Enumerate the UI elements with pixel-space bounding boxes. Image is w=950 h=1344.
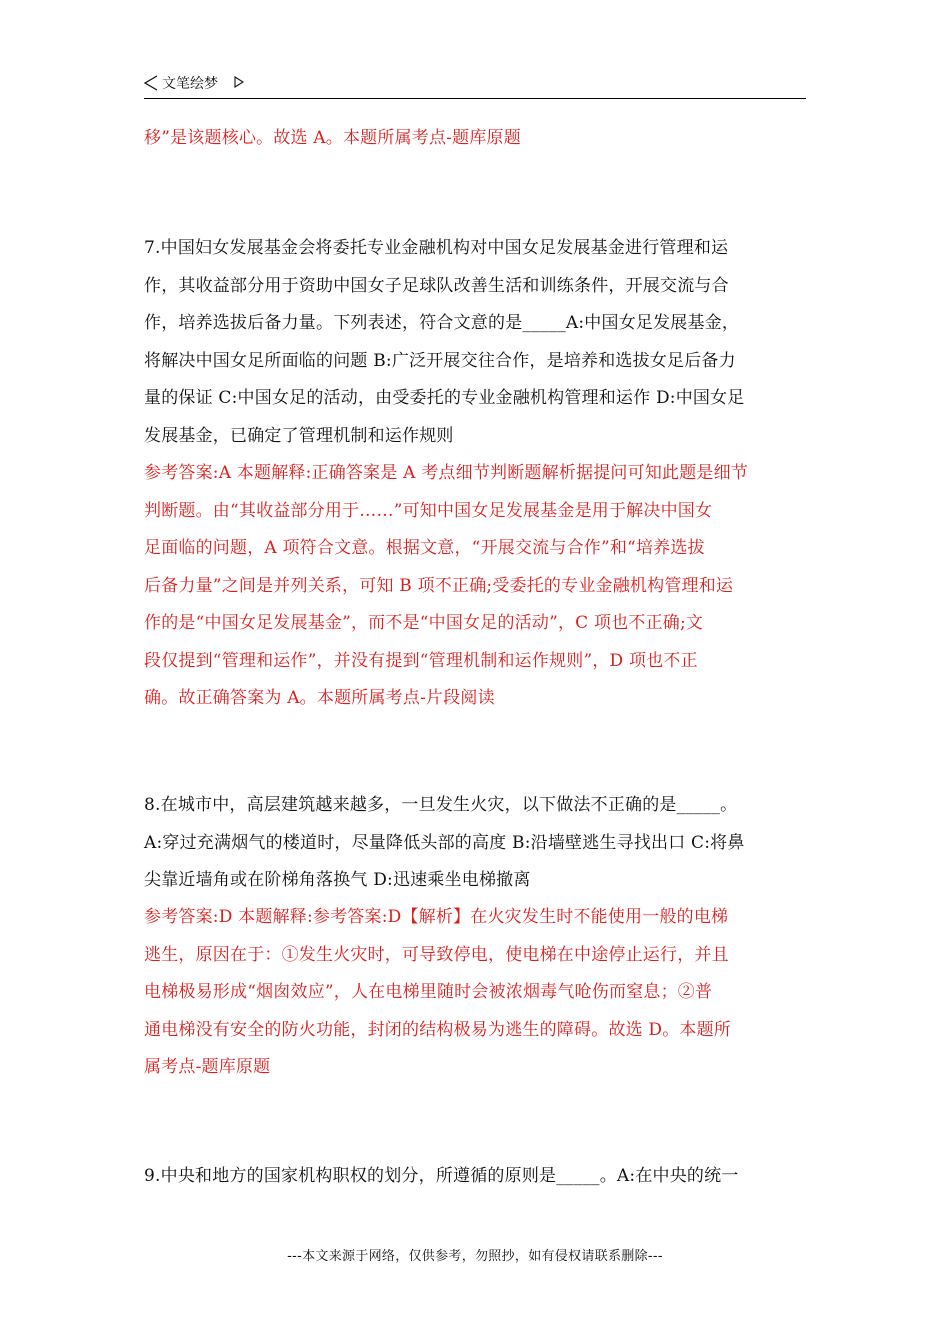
q8-line: A:穿过充满烟气的楼道时，尽量降低头部的高度 B:沿墙壁逃生寻找出口 C:将鼻 [144, 832, 745, 853]
a7-line: 判断题。由“其收益部分用于……”可知中国女足发展基金是用于解决中国女 [144, 500, 713, 521]
q8-line: 8.在城市中，高层建筑越来越多，一旦发生火灾，以下做法不正确的是_____。 [144, 795, 738, 815]
q8-line: 尖靠近墙角或在阶梯角落换气 D:迅速乘坐电梯撤离 [144, 870, 531, 890]
q7-line: 7.中国妇女发展基金会将委托专业金融机构对中国女足发展基金进行管理和运 [144, 238, 729, 258]
q7-line: 作，其收益部分用于资助中国女子足球队改善生活和训练条件，开展交流与合 [144, 275, 729, 296]
prev-answer-line: 移”是该题核心。故选 A。本题所属考点-题库原题 [144, 128, 521, 148]
header-title: 文笔绘梦 [162, 76, 218, 92]
question-9 [144, 1158, 808, 1196]
right-triangle-icon [234, 76, 244, 88]
a7-line: 段仅提到“管理和运作”，并没有提到“管理机制和运作规则”，D 项也不正 [144, 650, 698, 671]
answer-7 [144, 455, 808, 718]
q9-line: 9.中央和地方的国家机构职权的划分，所遵循的原则是_____。A:在中央的统一 [144, 1166, 739, 1186]
a8-line: 逃生，原因在于：①发生火灾时，可导致停电，使电梯在中途停止运行，并且 [144, 944, 729, 965]
a7-line: 作的是“中国女足发展基金”，而不是“中国女足的活动”，C 项也不正确;文 [144, 613, 704, 633]
left-triangle-icon [144, 75, 158, 91]
a7-line: 确。故正确答案为 A。本题所属考点-片段阅读 [144, 688, 495, 708]
a8-line: 属考点-题库原题 [144, 1057, 271, 1077]
a7-line: 足面临的问题，A 项符合文意。根据文意，“开展交流与合作”和“培养选拔 [144, 538, 705, 558]
a7-line: 后备力量”之间是并列关系，可知 B 项不正确;受委托的专业金融机构管理和运 [144, 575, 734, 596]
a8-line: 参考答案:D 本题解释:参考答案:D【解析】在火灾发生时不能使用一般的电梯 [144, 907, 729, 927]
q7-line: 将解决中国女足所面临的问题 B:广泛开展交往合作，是培养和选拔女足后备力 [144, 350, 736, 371]
q7-line: 量的保证 C:中国女足的活动，由受委托的专业金融机构管理和运作 D:中国女足 [144, 388, 745, 408]
prev-answer [144, 120, 808, 158]
question-8 [144, 787, 808, 900]
a7-line: 参考答案:A 本题解释:正确答案是 A 考点细节判断题解析据提问可知此题是细节 [144, 463, 749, 483]
q7-line: 发展基金，已确定了管理机制和运作规则 [144, 425, 454, 446]
answer-8 [144, 899, 808, 1087]
q7-line: 作，培养选拔后备力量。下列表述，符合文意的是_____A:中国女足发展基金， [144, 313, 740, 333]
question-7 [144, 230, 808, 455]
a8-line: 电梯极易形成“烟囱效应”，人在电梯里随时会被浓烟毒气呛伤而窒息；②普 [144, 982, 713, 1002]
page-header [144, 74, 806, 99]
page-footer: ---本文来源于网络，仅供参考，勿照抄，如有侵权请联系删除--- [287, 1249, 663, 1264]
a8-line: 通电梯没有安全的防火功能，封闭的结构极易为逃生的障碍。故选 D。本题所 [144, 1019, 732, 1040]
